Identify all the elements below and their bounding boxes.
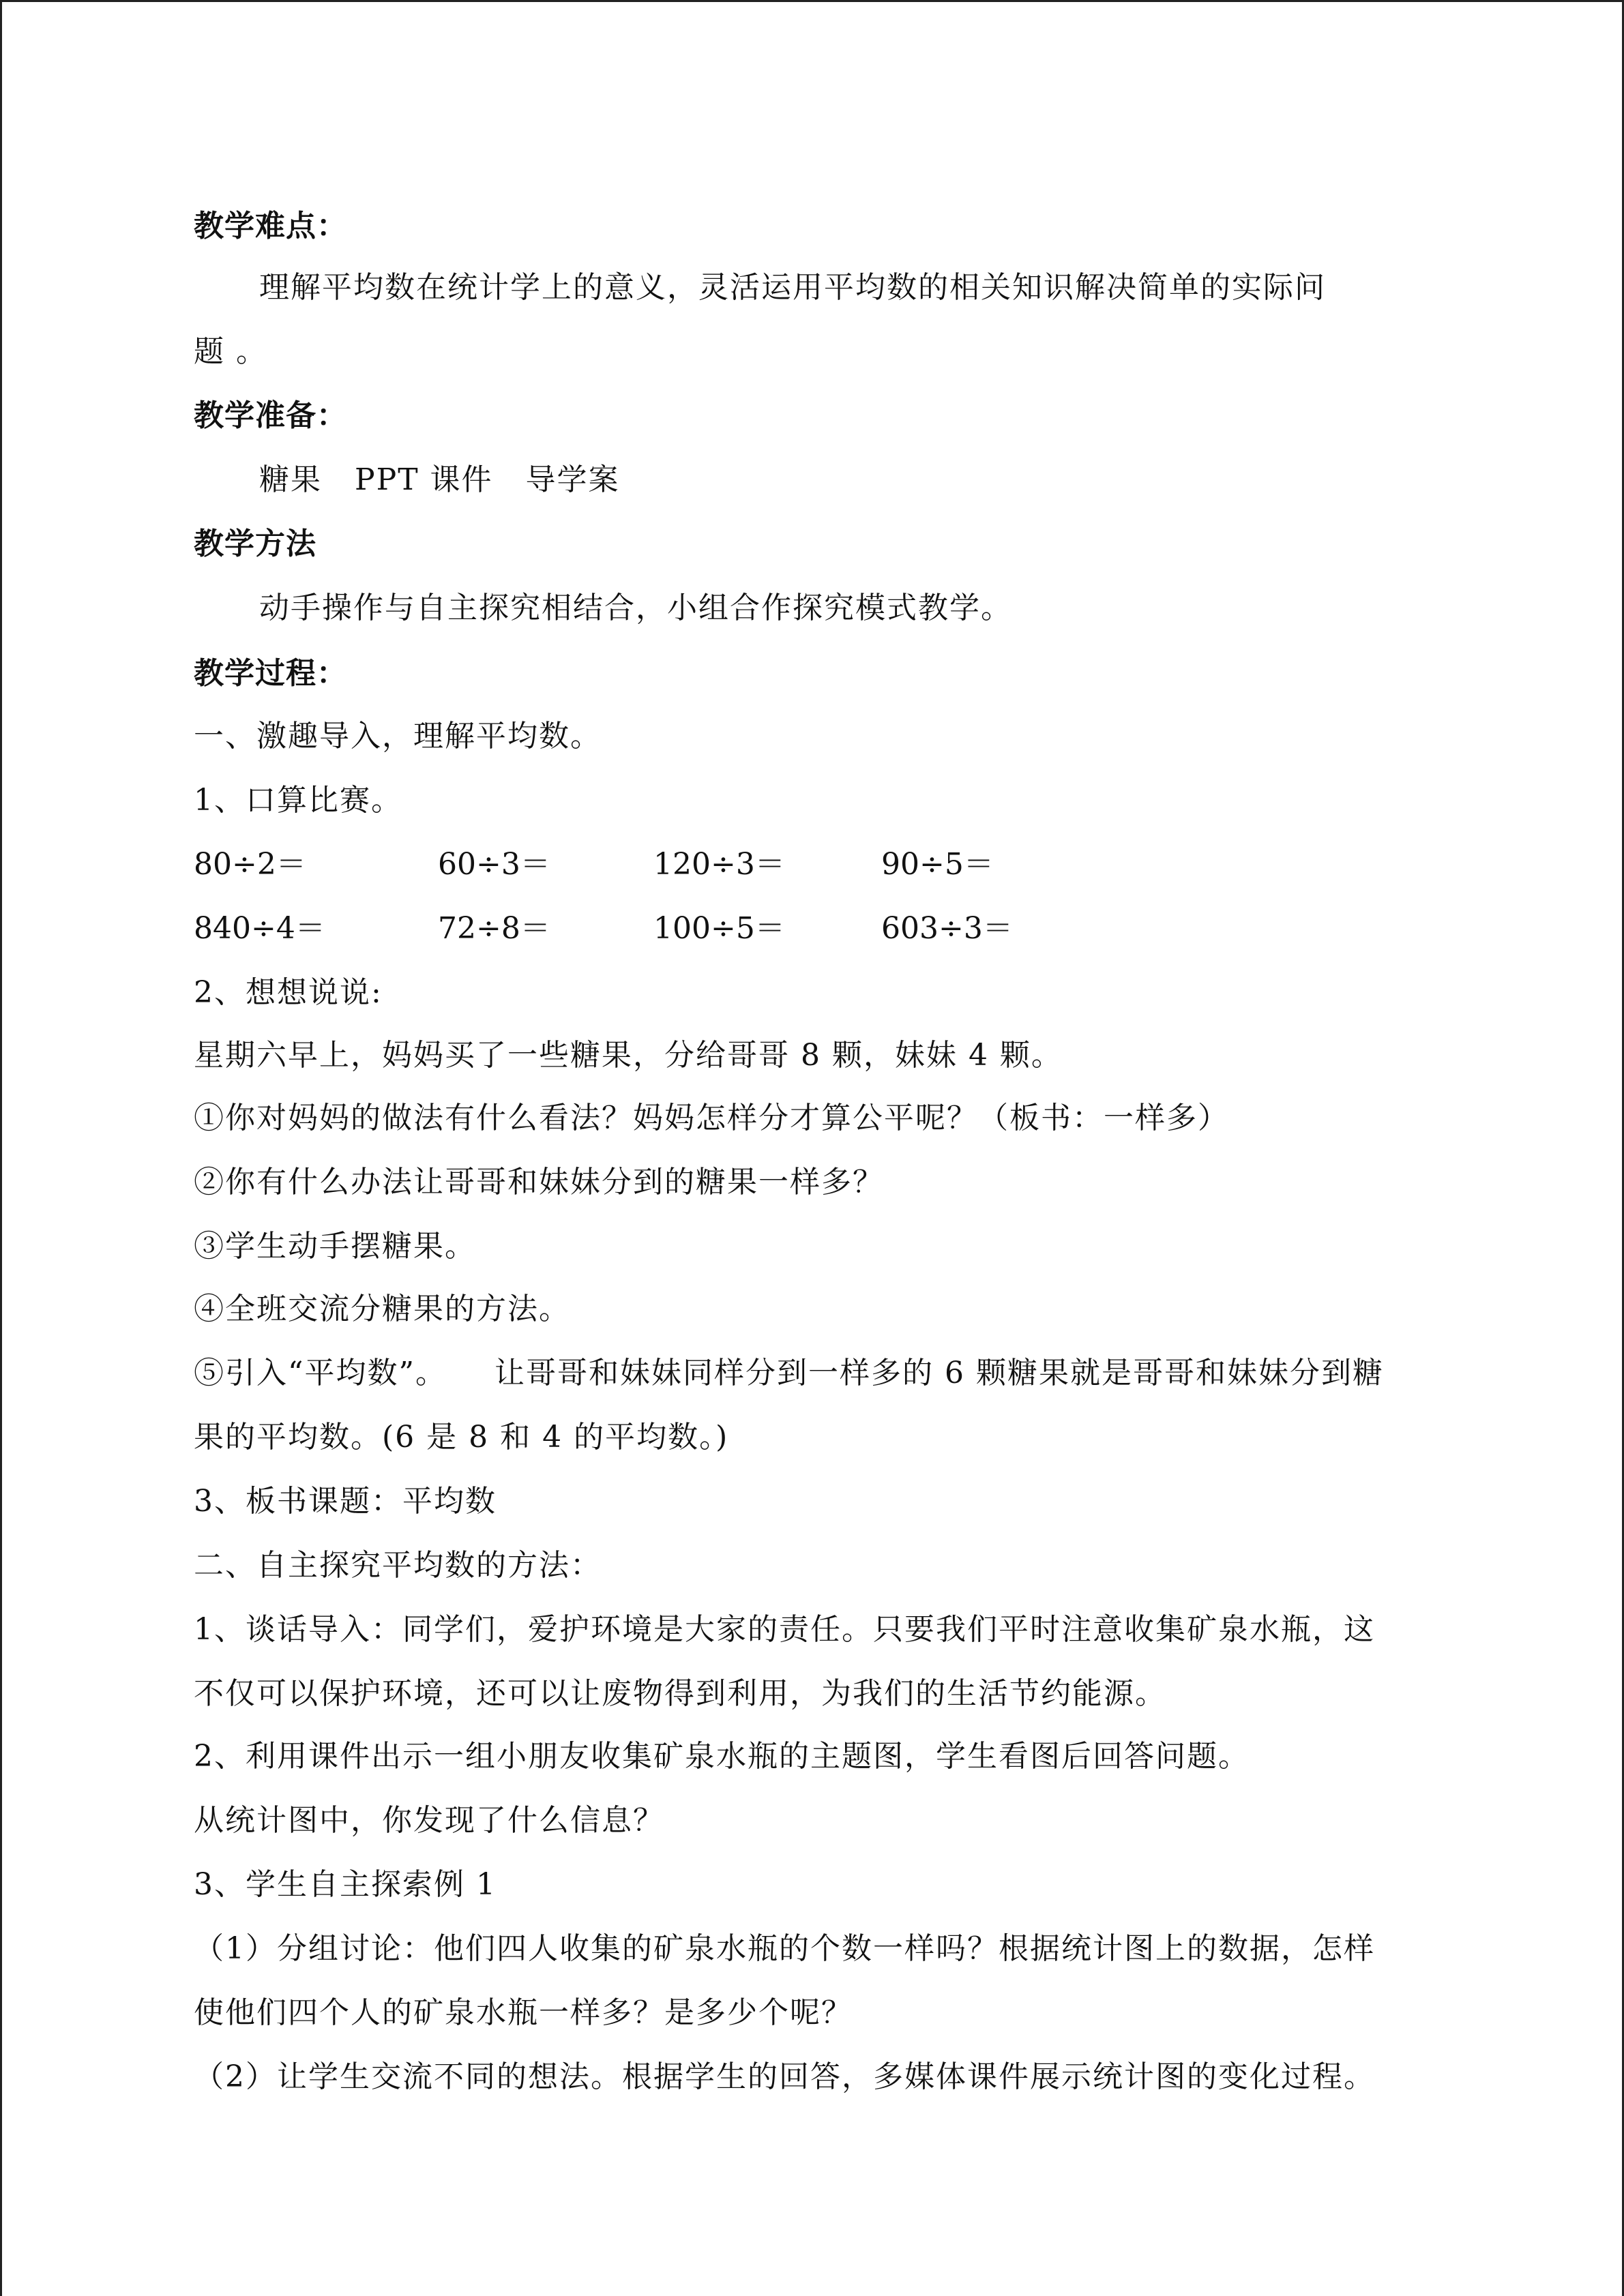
- part1-step2: 2、想想说说:: [194, 975, 383, 1010]
- difficulty-text-line-2: 题 。: [194, 334, 267, 369]
- calc-cell: 100÷5＝: [653, 911, 785, 946]
- prep-item-guide: 导学案: [525, 462, 620, 497]
- part2-point3b: （2）让学生交流不同的想法。根据学生的回答，多媒体课件展示统计图的变化过程。: [194, 2059, 1375, 2094]
- story-text: 星期六早上，妈妈买了一些糖果，分给哥哥 8 颗，妹妹 4 颗。: [194, 1038, 1063, 1073]
- process-heading: 教学过程：: [194, 656, 347, 691]
- part1-title: 一、激趣导入，理解平均数。: [194, 719, 602, 754]
- calc-cell: 72÷8＝: [438, 911, 550, 946]
- prep-item-candy: 糖果: [259, 462, 322, 497]
- part2-point2-question: 从统计图中，你发现了什么信息？: [194, 1803, 664, 1838]
- question-1: ①你对妈妈的做法有什么看法？妈妈怎样分才算公平呢？（板书：一样多）: [194, 1101, 1229, 1135]
- prep-item-ppt: PPT 课件: [355, 462, 493, 497]
- method-text: 动手操作与自主探究相结合，小组合作探究模式教学。: [259, 591, 1012, 625]
- difficulty-text-line-1: 理解平均数在统计学上的意义，灵活运用平均数的相关知识解决简单的实际问: [259, 270, 1326, 305]
- calc-cell: 90÷5＝: [881, 847, 994, 882]
- preparation-items: [259, 461, 620, 499]
- question-5-line-2: 果的平均数。(6 是 8 和 4 的平均数。): [194, 1420, 729, 1455]
- calc-cell: 603÷3＝: [881, 911, 1013, 946]
- difficulty-heading: 教学难点：: [194, 209, 347, 243]
- part2-title: 二、自主探究平均数的方法：: [194, 1548, 602, 1583]
- calc-cell: 60÷3＝: [438, 847, 550, 882]
- part2-point2: 2、利用课件出示一组小朋友收集矿泉水瓶的主题图，学生看图后回答问题。: [194, 1739, 1250, 1774]
- method-heading: 教学方法: [194, 526, 316, 561]
- part2-point1-line-1: 1、谈话导入：同学们，爱护环境是大家的责任。只要我们平时注意收集矿泉水瓶，这: [194, 1612, 1375, 1647]
- part2-point3: 3、学生自主探索例 1: [194, 1867, 497, 1902]
- question-4: ④全班交流分糖果的方法。: [194, 1292, 570, 1326]
- preparation-heading: 教学准备：: [194, 398, 347, 433]
- question-2: ②你有什么办法让哥哥和妹妹分到的糖果一样多？: [194, 1165, 884, 1199]
- question-3: ③学生动手摆糖果。: [194, 1229, 476, 1264]
- calc-cell: 840÷4＝: [194, 911, 325, 946]
- calc-cell: 80÷2＝: [194, 847, 306, 882]
- part2-point3a-line-1: （1）分组讨论：他们四人收集的矿泉水瓶的个数一样吗？根据统计图上的数据，怎样: [194, 1931, 1375, 1966]
- question-5-line-1: ⑤引入“平均数”。 让哥哥和妹妹同样分到一样多的 6 颗糖果就是哥哥和妹妹分到糖: [194, 1356, 1384, 1390]
- part1-step3: 3、板书课题：平均数: [194, 1484, 497, 1519]
- part1-step1: 1、口算比赛。: [194, 783, 402, 818]
- part2-point3a-line-2: 使他们四个人的矿泉水瓶一样多？是多少个呢？: [194, 1995, 853, 2030]
- part2-point1-line-2: 不仅可以保护环境，还可以让废物得到利用，为我们的生活节约能源。: [194, 1676, 1166, 1711]
- calc-cell: 120÷3＝: [653, 847, 785, 882]
